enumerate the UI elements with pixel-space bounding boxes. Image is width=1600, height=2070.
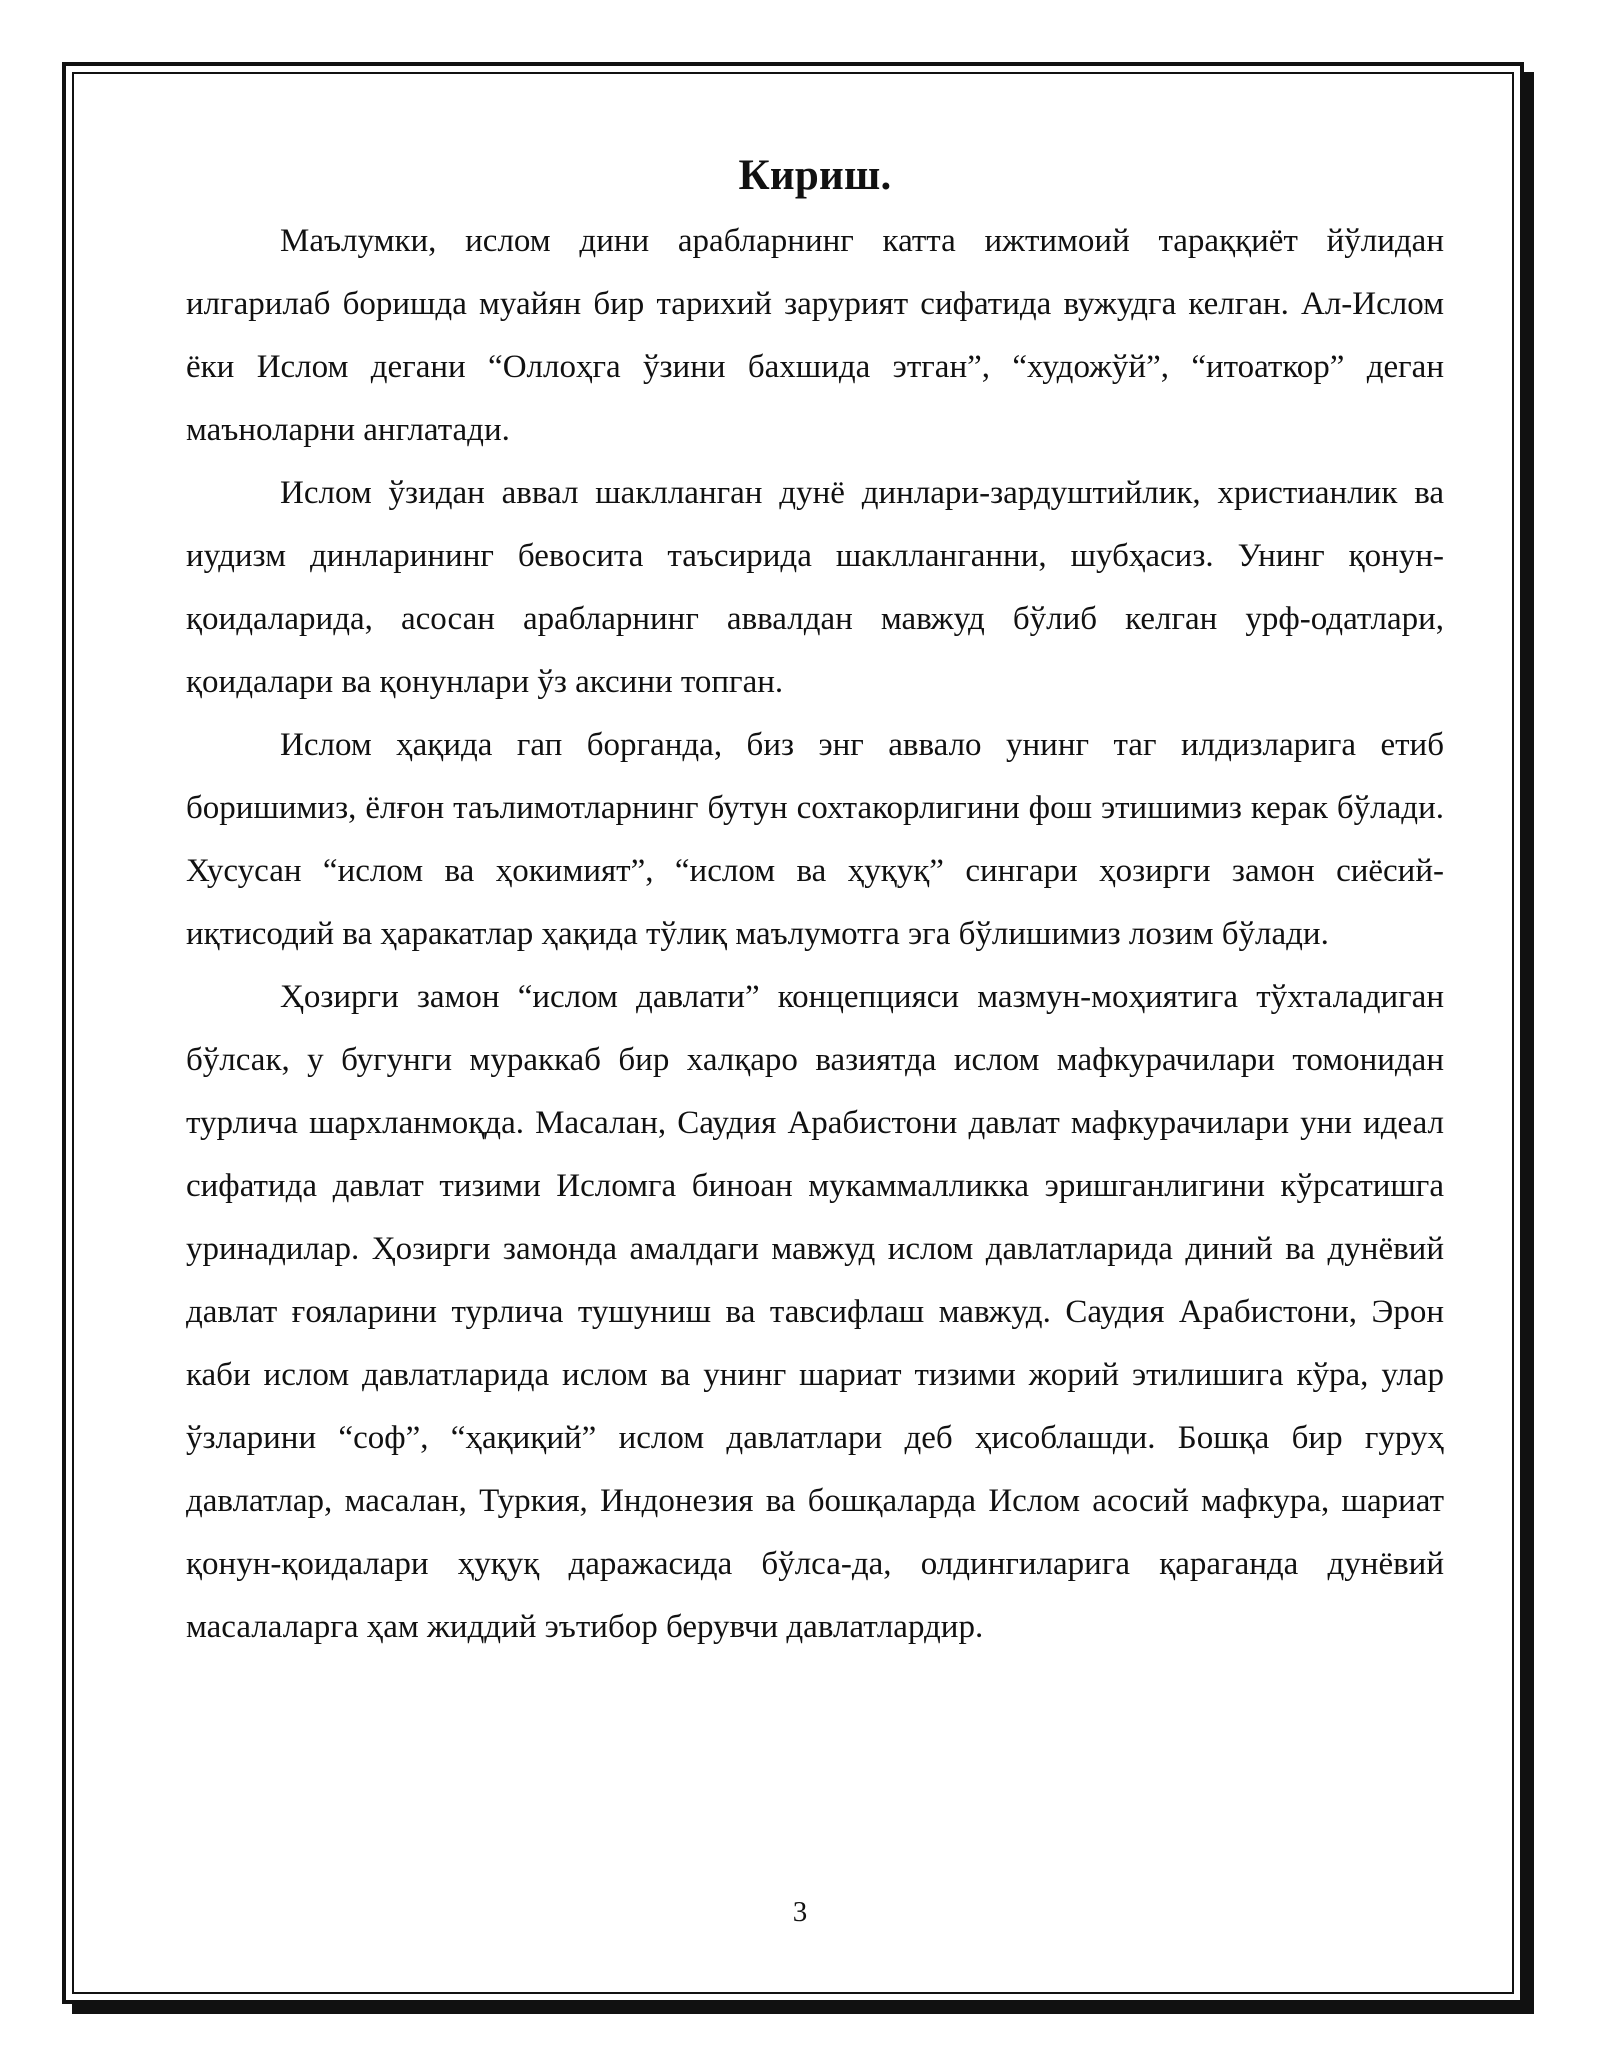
paragraph-2: Ислом ўзидан аввал шаклланган дунё динлари-зардуштийлик, христианлик ва иудизм динларининг бевосита таъсирида шаклланганни, шубҳасиз. Унинг қонун-қоидаларида, асосан арабларнинг аввалдан мавжуд бўлиб келган урф-одатлари, қоидалари ва қонунлари ўз аксини топган. — [186, 475, 1444, 700]
paragraph-4: Ҳозирги замон “ислом давлати” концепцияси мазмун-моҳиятига тўхталадиган бўлсак, у бугунги мураккаб бир халқаро вазиятда ислом мафкурачилари томонидан турлича шархланмоқда. Масалан, Саудия Арабистони давлат мафкурачилари уни идеал сифатида давлат тизими Исломга биноан мукаммалликка эришганлигини кўрсатишга уринадилар. Ҳозирги замонда амалдаги мавжуд ислом давлатларида диний ва дунёвий давлат ғояларини турлича тушуниш ва тавсифлаш мавжуд. Саудия Арабистони, Эрон каби ислом давлатларида ислом ва унинг шариат тизими жорий этилишига кўра, улар ўзларини “соф”, “ҳақиқий” ислом давлатлари деб ҳисоблашди. Бошқа бир гуруҳ давлатлар, масалан, Туркия, Индонезия ва бошқаларда Ислом асосий мафкура, шариат қонун-қоидалари ҳуқуқ даражасида бўлса-да, олдингиларига қараганда дунёвий масалаларга ҳам жиддий эътибор берувчи давлатлардир. — [186, 979, 1444, 1645]
page-number: 3 — [792, 1896, 808, 1928]
paragraph-3: Ислом ҳақида гап борганда, биз энг аввало унинг таг илдизларига етиб боришимиз, ёлғон таълимотларнинг бутун сохтакорлигини фош этишимиз керак бўлади. Хусусан “ислом ва ҳокимият”, “ислом ва ҳуқуқ” сингари ҳозирги замон сиёсий-иқтисодий ва ҳаракатлар ҳақида тўлиқ маълумотга эга бўлишимиз лозим бўлади. — [186, 727, 1444, 952]
page-title: Кириш. — [738, 152, 892, 199]
document-body — [186, 146, 1444, 1659]
paragraph-1: Маълумки, ислом дини арабларнинг катта ижтимоий тараққиёт йўлидан илгарилаб боришда муайян бир тарихий зарурият сифатида вужудга келган. Ал-Ислом ёки Ислом дегани “Оллоҳга ўзини бахшида этган”, “художўй”, “итоаткор” деган маъноларни англатади. — [186, 223, 1444, 448]
